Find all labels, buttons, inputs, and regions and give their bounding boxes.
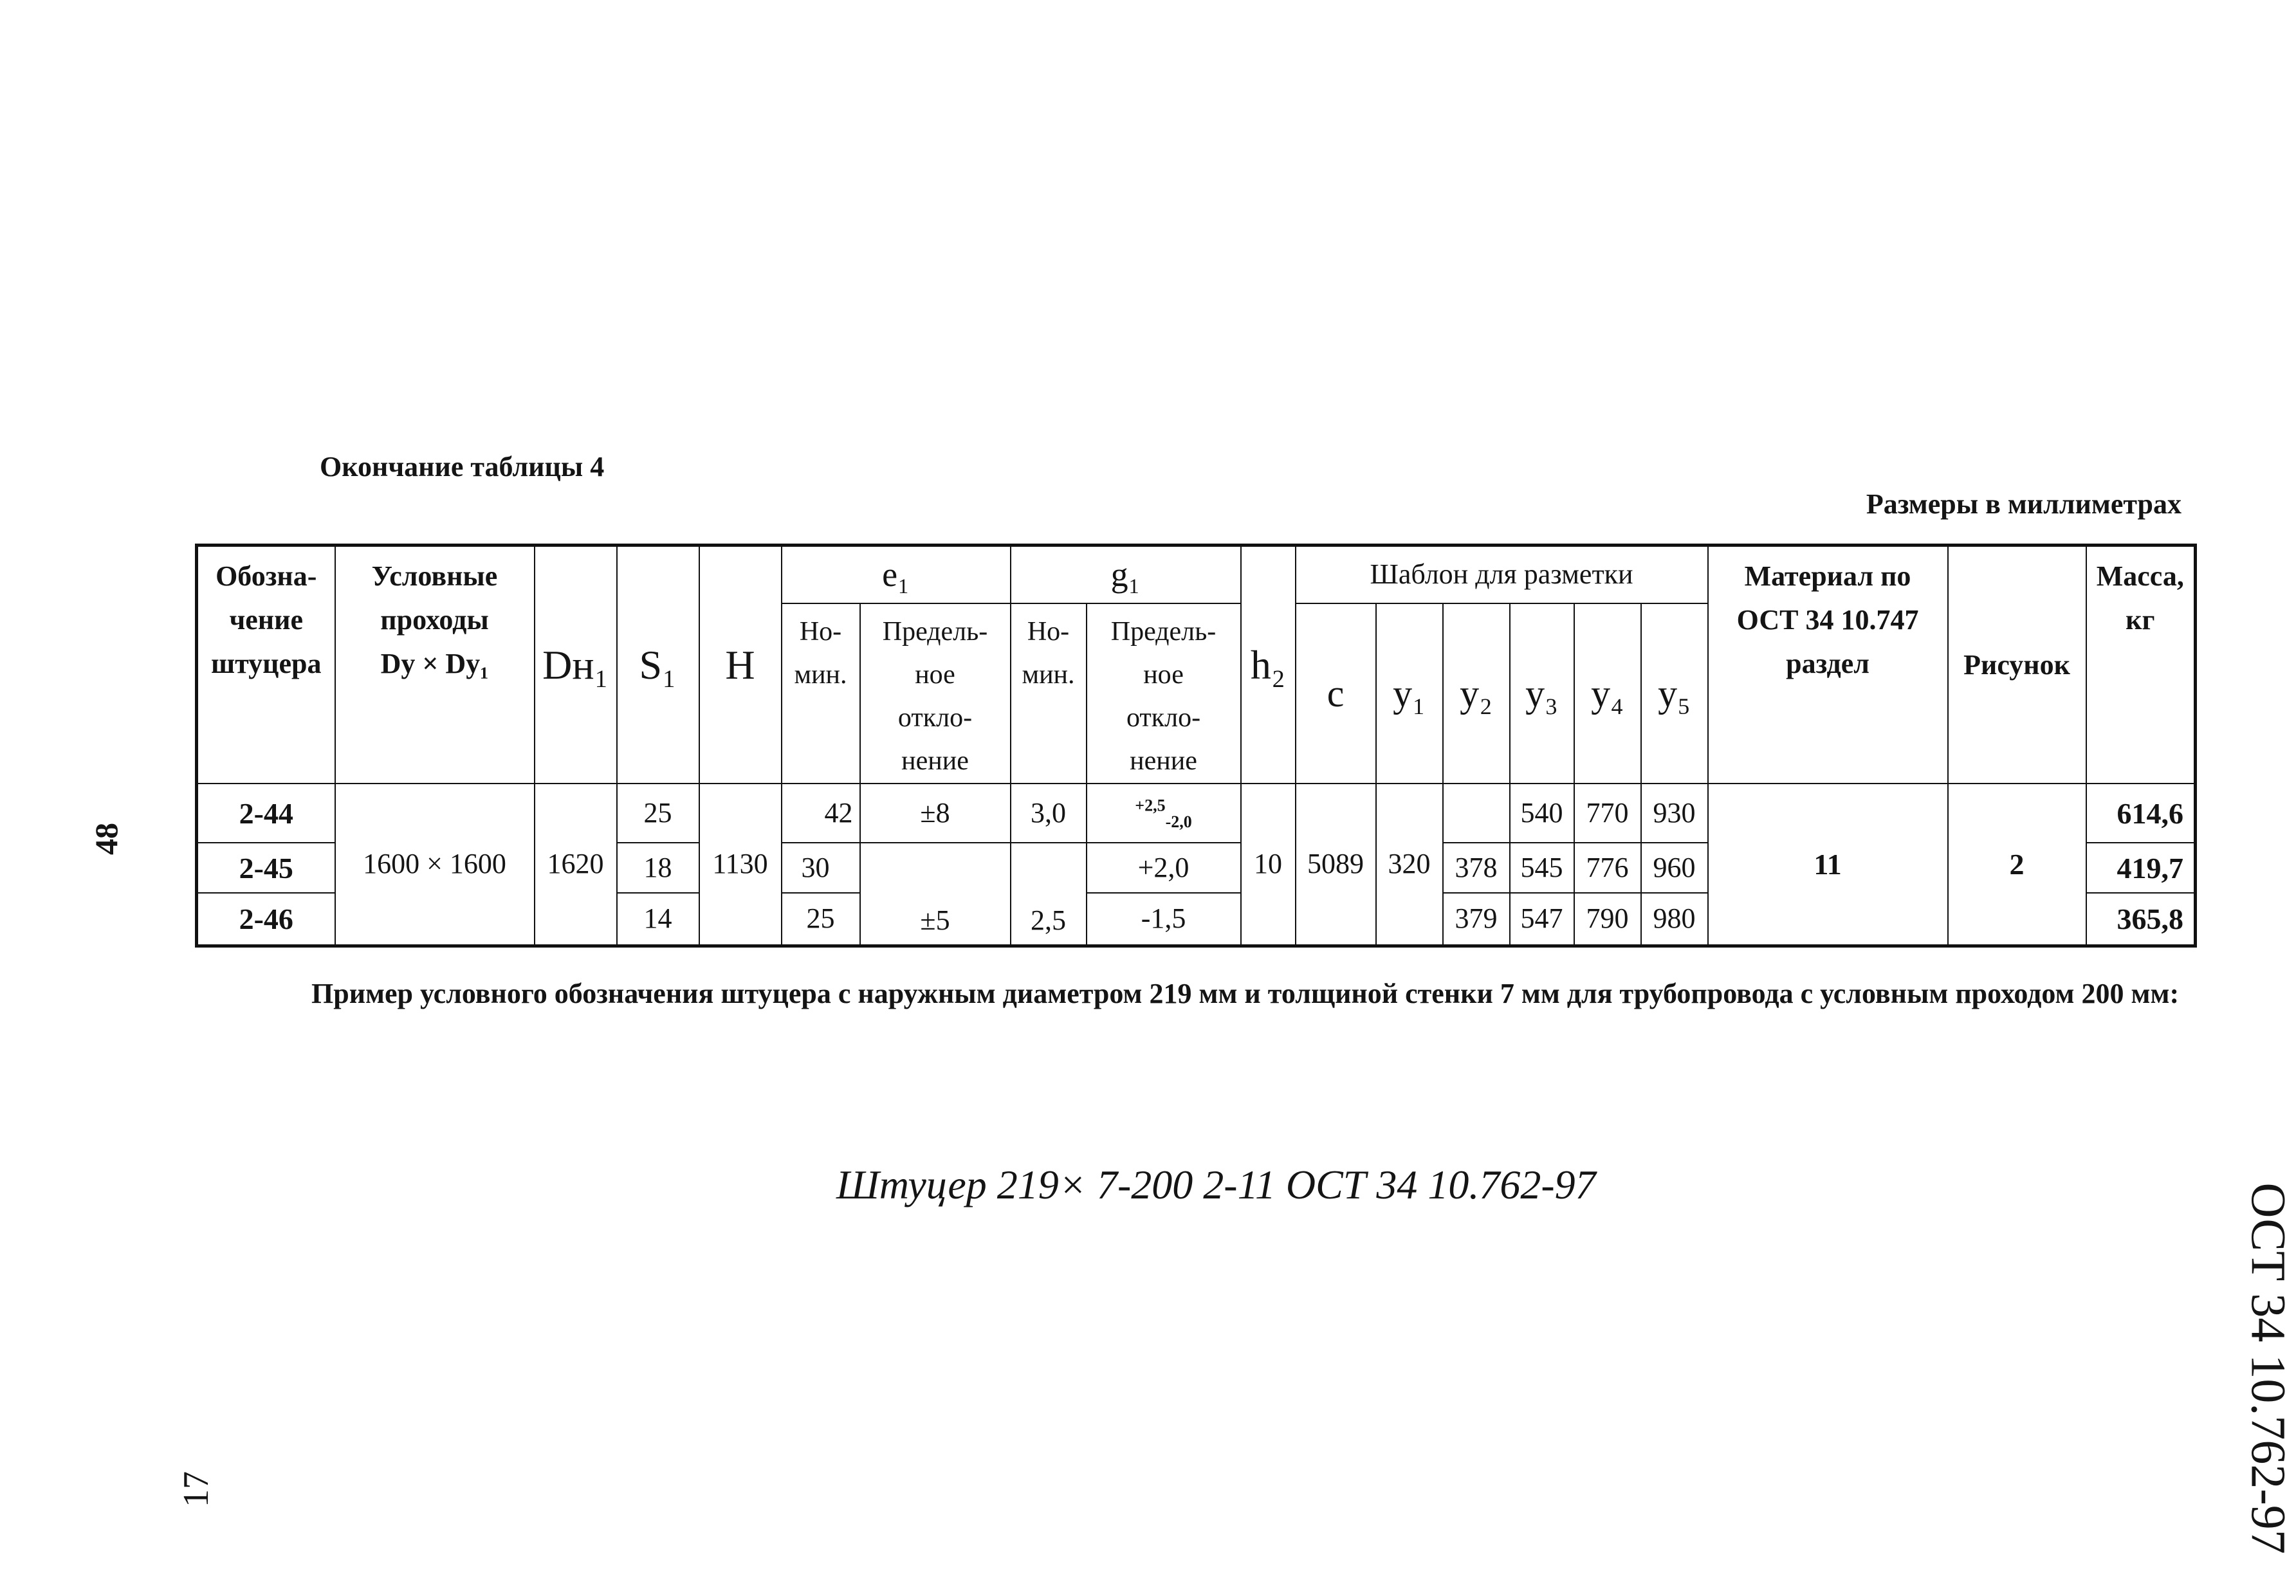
header-material: Материал по ОСТ 34 10.747 раздел bbox=[1708, 546, 1948, 784]
header-e1-nominal: Но- мин. bbox=[782, 603, 860, 784]
units-note: Размеры в миллиметрах bbox=[1866, 488, 2181, 520]
mass-cell: 614,6 bbox=[2086, 784, 2196, 843]
header-g1: g₁ bbox=[1011, 546, 1241, 603]
header-y1: y₁ bbox=[1376, 603, 1443, 784]
e1-nominal-cell: 30 bbox=[782, 843, 860, 893]
e1-nominal-cell: 42 bbox=[782, 784, 860, 843]
header-y4: y₄ bbox=[1574, 603, 1641, 784]
header-h2: h₂ bbox=[1241, 546, 1296, 784]
y4-cell: 776 bbox=[1574, 843, 1641, 893]
g1-deviation-cell bbox=[1087, 784, 1241, 843]
dn1-cell: 1620 bbox=[535, 784, 617, 946]
header-e1: e₁ bbox=[782, 546, 1011, 603]
header-designation: Обозна- чение штуцера bbox=[197, 546, 335, 784]
y5-cell: 980 bbox=[1641, 893, 1708, 946]
header-figure: Рисунок bbox=[1948, 546, 2086, 784]
y3-cell: 547 bbox=[1510, 893, 1574, 946]
s1-cell: 18 bbox=[617, 843, 699, 893]
mass-cell: 419,7 bbox=[2086, 843, 2196, 893]
header-y3: y₃ bbox=[1510, 603, 1574, 784]
header-mass: Масса, кг bbox=[2086, 546, 2196, 784]
header-h: H bbox=[699, 546, 782, 784]
header-template: Шаблон для разметки bbox=[1296, 546, 1708, 603]
y2-cell: 379 bbox=[1443, 893, 1510, 946]
y4-cell: 790 bbox=[1574, 893, 1641, 946]
g1-nominal-cell: 3,0 bbox=[1011, 784, 1087, 843]
header-c: c bbox=[1296, 603, 1376, 784]
header-dn1: Dн₁ bbox=[535, 546, 617, 784]
mass-cell: 365,8 bbox=[2086, 893, 2196, 946]
passages-cell: 1600 × 1600 bbox=[335, 784, 535, 946]
table-caption: Окончание таблицы 4 bbox=[320, 451, 605, 482]
designation-cell: 2-45 bbox=[197, 843, 335, 893]
dimensions-table bbox=[195, 544, 2197, 948]
y3-cell: 540 bbox=[1510, 784, 1574, 843]
g1-nominal-cell: 2,5 bbox=[1011, 843, 1087, 946]
h-cell: 1130 bbox=[699, 784, 782, 946]
s1-cell: 25 bbox=[617, 784, 699, 843]
g1-deviation-cell: +2,0 bbox=[1087, 843, 1241, 893]
header-y5: y₅ bbox=[1641, 603, 1708, 784]
g1-deviation-cell: -1,5 bbox=[1087, 893, 1241, 946]
y3-cell: 545 bbox=[1510, 843, 1574, 893]
header-g1-nominal: Но- мин. bbox=[1011, 603, 1087, 784]
page-number-left: 48 bbox=[88, 823, 124, 855]
side-standard-code: ОСТ 34 10.762-97 bbox=[2241, 1182, 2295, 1554]
header-g1-deviation: Предель- ное откло- нение bbox=[1087, 603, 1241, 784]
table-row bbox=[197, 784, 2196, 843]
material-cell: 11 bbox=[1708, 784, 1948, 946]
header-row-1 bbox=[197, 546, 2196, 603]
y1-cell: 320 bbox=[1376, 784, 1443, 946]
y4-cell: 770 bbox=[1574, 784, 1641, 843]
y5-cell: 930 bbox=[1641, 784, 1708, 843]
header-y2: y₂ bbox=[1443, 603, 1510, 784]
header-e1-deviation: Предель- ное откло- нение bbox=[860, 603, 1011, 784]
s1-cell: 14 bbox=[617, 893, 699, 946]
y5-cell: 960 bbox=[1641, 843, 1708, 893]
designation-cell: 2-46 bbox=[197, 893, 335, 946]
designation-example: Штуцер 219× 7-200 2-11 ОСТ 34 10.762-97 bbox=[836, 1162, 1596, 1207]
header-s1: S₁ bbox=[617, 546, 699, 784]
g1-lower-deviation: -2,0 bbox=[1165, 812, 1192, 831]
e1-nominal-cell: 25 bbox=[782, 893, 860, 946]
c-cell: 5089 bbox=[1296, 784, 1376, 946]
y2-cell bbox=[1443, 784, 1510, 843]
g1-upper-deviation: +2,5 bbox=[1135, 796, 1166, 815]
h2-cell: 10 bbox=[1241, 784, 1296, 946]
header-passages: Условные проходы Dу × Dу₁ bbox=[335, 546, 535, 784]
e1-deviation-cell: ±8 bbox=[860, 784, 1011, 843]
page-number-bottom: 17 bbox=[176, 1471, 216, 1507]
figure-cell: 2 bbox=[1948, 784, 2086, 946]
designation-cell: 2-44 bbox=[197, 784, 335, 843]
y2-cell: 378 bbox=[1443, 843, 1510, 893]
example-description: Пример условного обозначения штуцера с наружным диаметром 219 мм и толщиной стенки 7 мм для трубопровода с условным проходом 200 мм: bbox=[311, 978, 2180, 1009]
e1-deviation-cell: ±5 bbox=[860, 843, 1011, 946]
